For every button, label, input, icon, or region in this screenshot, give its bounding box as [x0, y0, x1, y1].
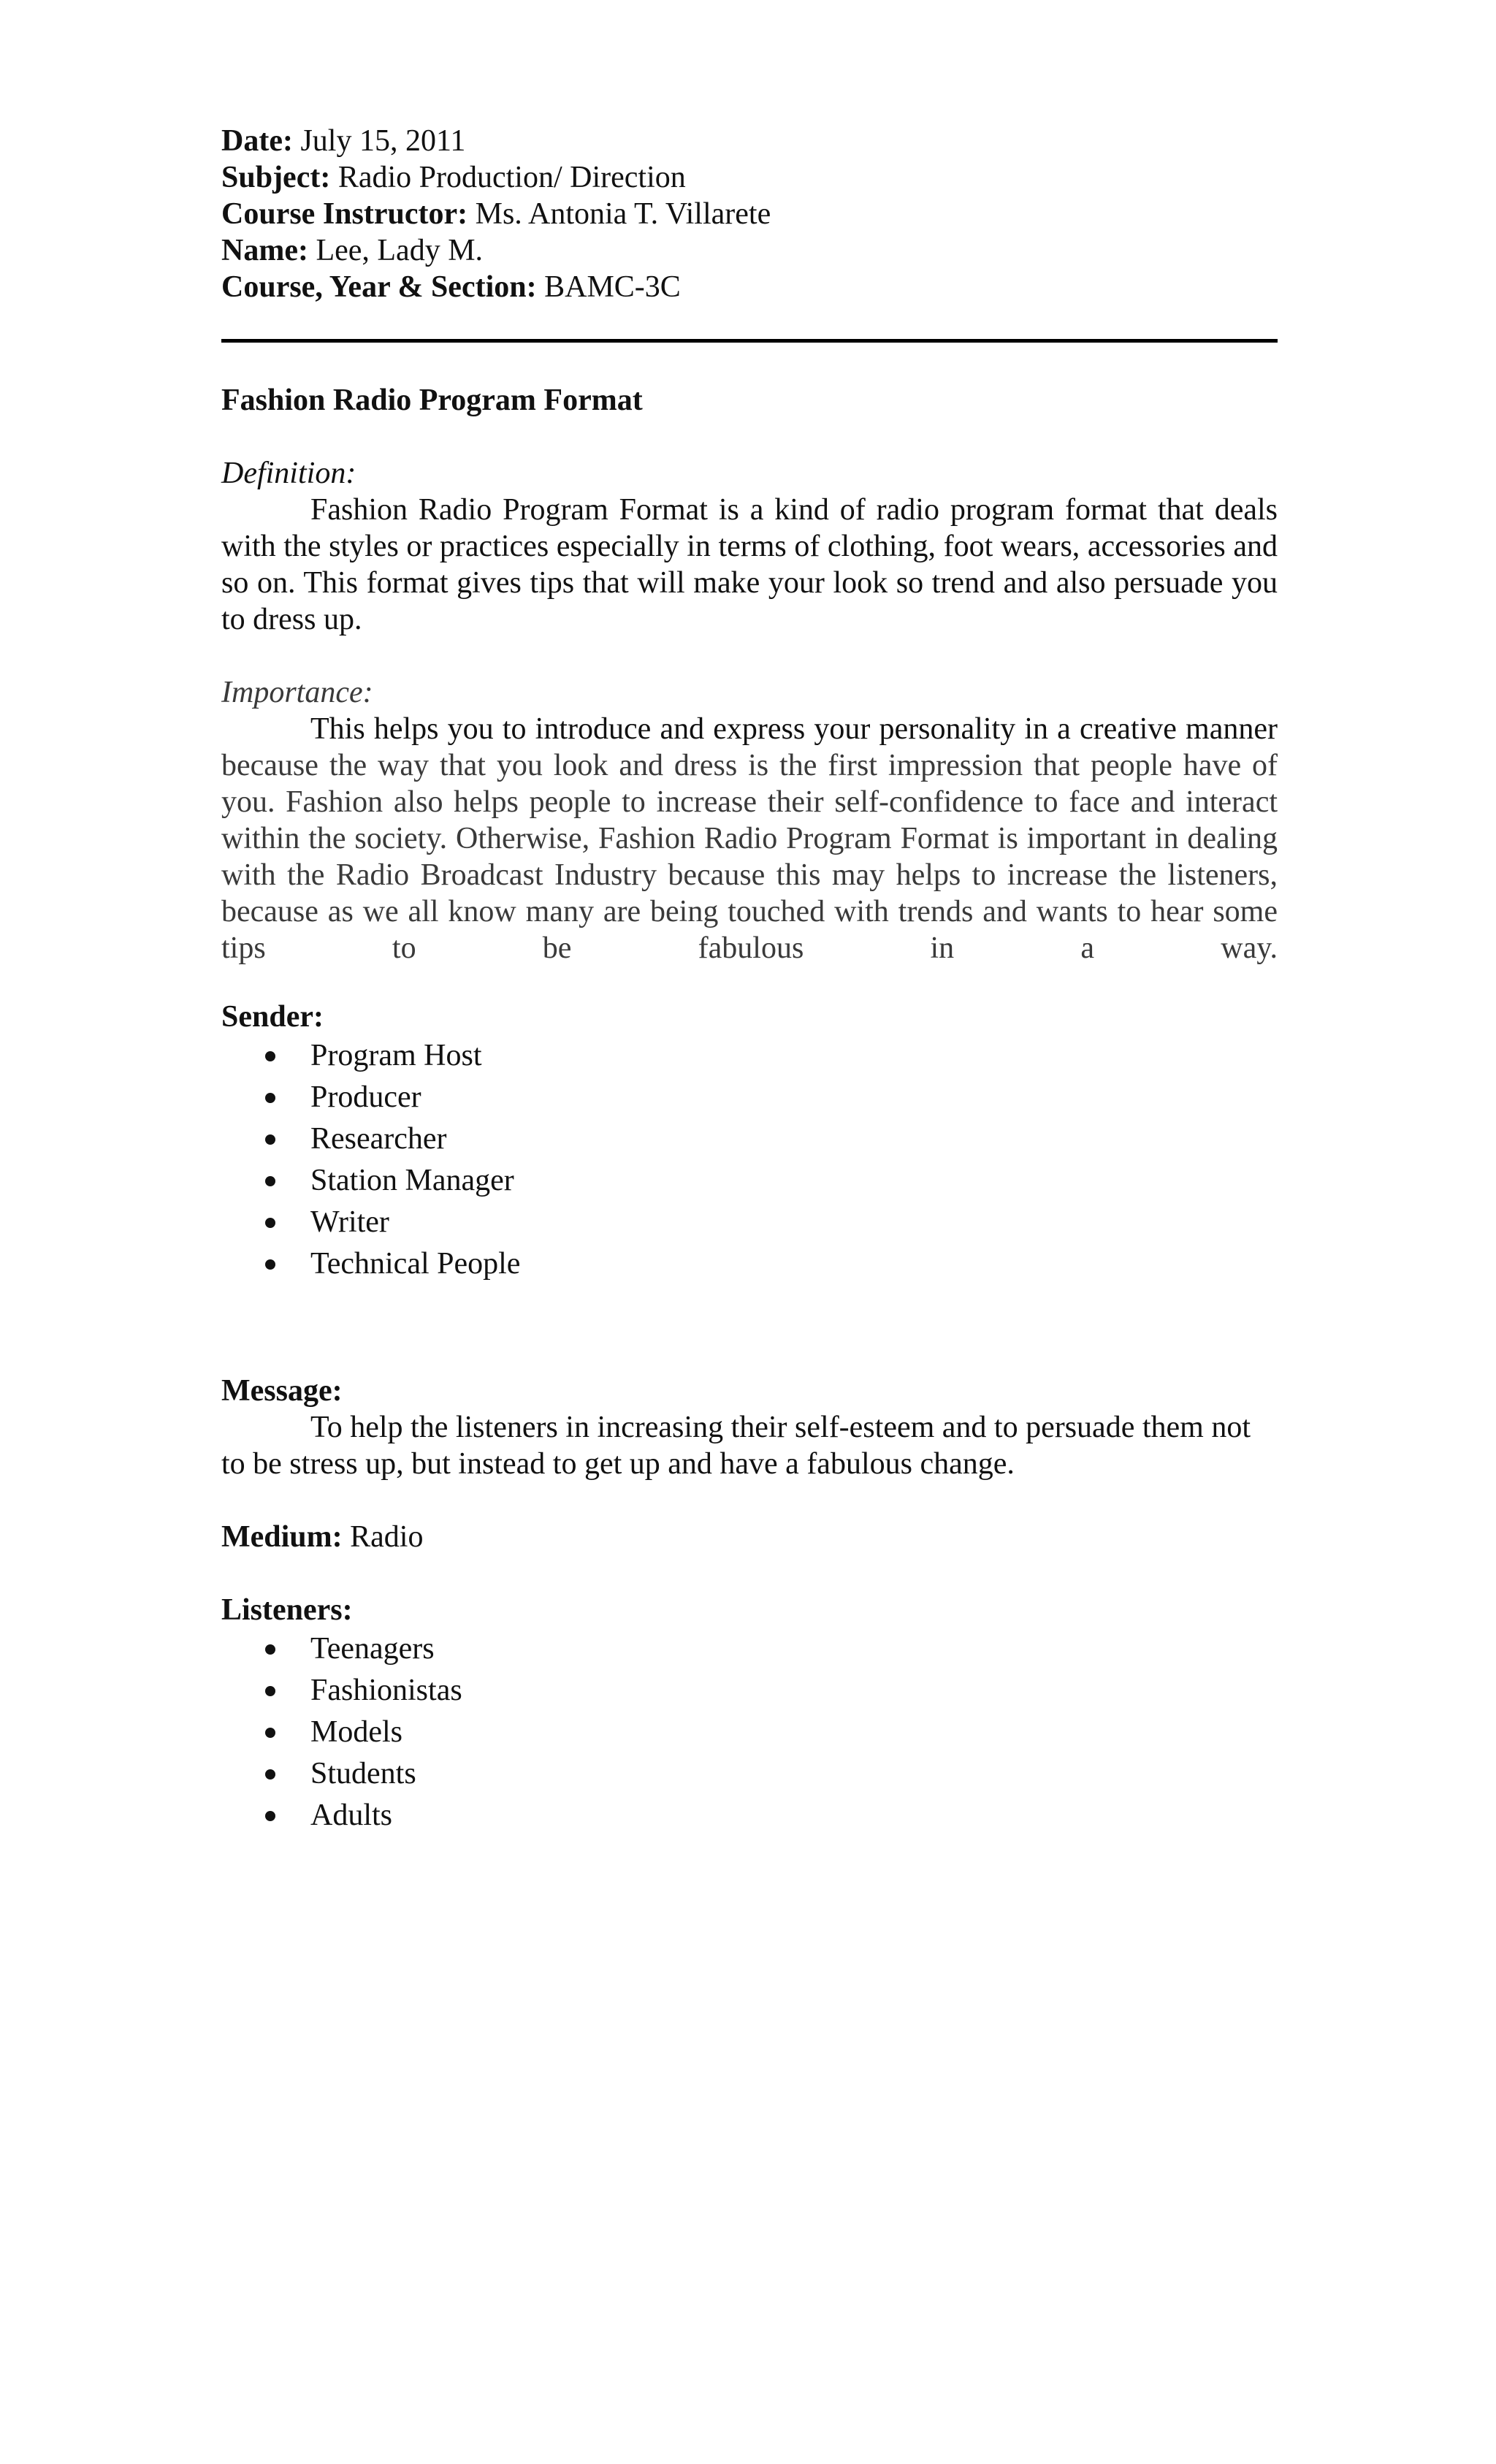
list-item: Producer — [221, 1077, 1278, 1118]
importance-text-a: This helps you to introduce and express your personality in a creative manner — [310, 712, 1278, 746]
definition-paragraph — [221, 492, 1278, 638]
instructor-line — [221, 196, 1278, 232]
list-item: Models — [221, 1712, 1278, 1753]
medium-line — [221, 1519, 1278, 1555]
date-value: July 15, 2011 — [300, 124, 466, 158]
subject-value: Radio Production/ Direction — [337, 161, 686, 194]
instructor-value: Ms. Antonia T. Villarete — [475, 197, 771, 231]
message-text: To help the listeners in increasing their self-esteem and to persuade them not to be stress up, but instead to get up and have a fabulous change. — [221, 1411, 1251, 1481]
message-paragraph — [221, 1409, 1259, 1482]
date-line — [221, 123, 1278, 159]
course-value: BAMC-3C — [544, 270, 681, 304]
bullet-icon — [265, 1259, 275, 1270]
list-item: Station Manager — [221, 1160, 1278, 1202]
date-label: Date: — [221, 124, 293, 158]
instructor-label: Course Instructor: — [221, 197, 468, 231]
bullet-icon — [265, 1176, 275, 1186]
medium-value: Radio — [350, 1520, 424, 1554]
bullet-icon — [265, 1769, 275, 1780]
list-item: Teenagers — [221, 1628, 1278, 1670]
name-line — [221, 232, 1278, 269]
document-page — [221, 123, 1278, 1836]
horizontal-rule — [221, 339, 1278, 343]
subject-line — [221, 159, 1278, 196]
bullet-icon — [265, 1134, 275, 1145]
listeners-label: Listeners: — [221, 1593, 353, 1627]
definition-text: Fashion Radio Program Format is a kind of radio program format that deals with the styles or practices especially in terms of clothing, foot wears, accessories and so on. This format gives tips that will make your look so trend and also persuade you to dress up. — [221, 493, 1278, 636]
message-section — [221, 1373, 1278, 1482]
list-item: Program Host — [221, 1035, 1278, 1077]
name-value: Lee, Lady M. — [316, 234, 484, 267]
definition-label: Definition: — [221, 457, 356, 490]
list-item: Researcher — [221, 1118, 1278, 1160]
sender-label: Sender: — [221, 1000, 324, 1034]
listeners-section — [221, 1592, 1278, 1836]
list-item: Technical People — [221, 1243, 1278, 1285]
sender-section — [221, 999, 1278, 1285]
bullet-icon — [265, 1686, 275, 1696]
importance-paragraph — [221, 711, 1278, 966]
course-label: Course, Year & Section: — [221, 270, 537, 304]
course-line — [221, 269, 1278, 305]
list-item: Writer — [221, 1202, 1278, 1243]
message-label: Message: — [221, 1374, 343, 1408]
name-label: Name: — [221, 234, 308, 267]
sender-list — [221, 1035, 1278, 1285]
bullet-icon — [265, 1644, 275, 1655]
importance-label: Importance: — [221, 676, 373, 709]
bullet-icon — [265, 1093, 275, 1103]
medium-label: Medium: — [221, 1520, 343, 1554]
header-block — [221, 123, 1278, 305]
document-title: Fashion Radio Program Format — [221, 384, 643, 417]
subject-label: Subject: — [221, 161, 331, 194]
importance-section — [221, 674, 1278, 966]
definition-section — [221, 455, 1278, 638]
list-item: Students — [221, 1753, 1278, 1795]
bullet-icon — [265, 1811, 275, 1821]
bullet-icon — [265, 1218, 275, 1228]
list-item: Fashionistas — [221, 1670, 1278, 1712]
list-item: Adults — [221, 1795, 1278, 1836]
listeners-list — [221, 1628, 1278, 1836]
bullet-icon — [265, 1728, 275, 1738]
bullet-icon — [265, 1051, 275, 1061]
importance-text-b: because the way that you look and dress is the first impression that people have of you. Fashion also helps people to increase their self-confidence to face and interact within the society. Otherwise, Fashion Radio Program Format is important in dealing with the Radio Broadcast Industry because this may helps to increase the listeners, because as we all know many are being touched with trends and wants to hear some tips to be fabulous in a way. — [221, 749, 1278, 965]
